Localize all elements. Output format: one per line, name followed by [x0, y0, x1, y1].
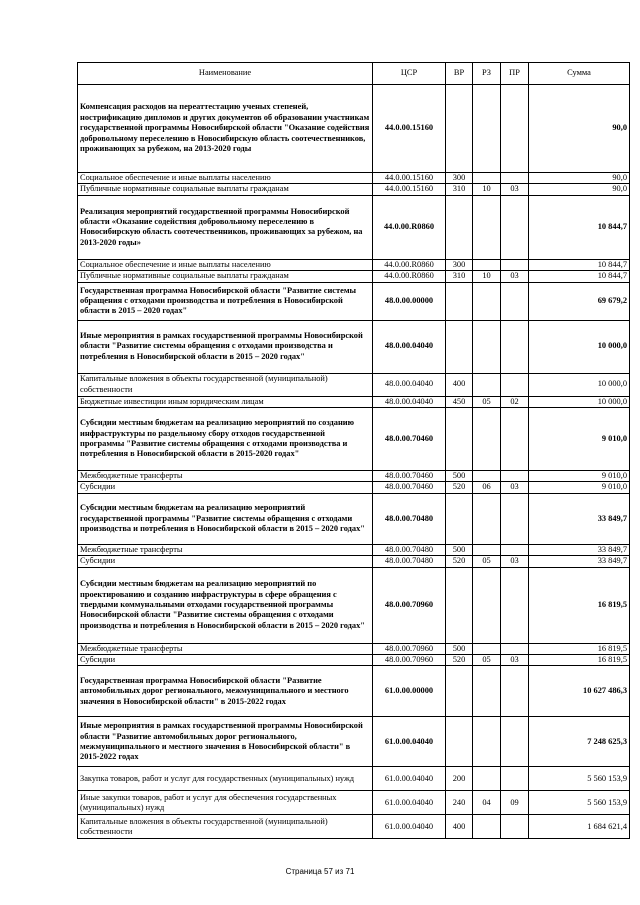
row-name: Иные мероприятия в рамках государственной программы Новосибирской области "Развитие системы обращения с отходами производства и потребления в Новосибирской области в 2015 – 2020 годах"	[78, 320, 373, 373]
row-name: Межбюджетные трансферты	[78, 544, 373, 555]
table-row	[78, 396, 630, 407]
table-body	[78, 85, 630, 839]
table-row	[78, 482, 630, 493]
row-vr: 400	[446, 373, 473, 396]
row-sum: 9 010,0	[529, 482, 630, 493]
row-name: Межбюджетные трансферты	[78, 471, 373, 482]
row-rz: 10	[473, 271, 501, 282]
row-sum: 16 819,5	[529, 567, 630, 643]
row-name: Капитальные вложения в объекты государственной (муниципальной) собственности	[78, 373, 373, 396]
header-vr: ВР	[446, 63, 473, 85]
row-vr: 520	[446, 482, 473, 493]
row-vr: 310	[446, 271, 473, 282]
table-row	[78, 173, 630, 184]
row-rz	[473, 471, 501, 482]
row-sum: 7 248 625,3	[529, 717, 630, 767]
table-row	[78, 791, 630, 815]
row-pr	[501, 408, 529, 471]
row-csr: 48.0.00.00000	[373, 282, 446, 320]
row-csr: 48.0.00.70460	[373, 482, 446, 493]
row-sum: 5 560 153,9	[529, 791, 630, 815]
page-number: Страница 57 из 71	[285, 867, 355, 876]
row-vr: 300	[446, 259, 473, 270]
row-name: Субсидии местным бюджетам на реализацию мероприятий по проектированию и созданию инфраструктуры в сфере обращения с твердыми коммунальными отходами государственной программы Новосибирской области "Развитие системы обращения с отходами производства и потребления в Новосибирской области в 2015 – 2020 годах"	[78, 567, 373, 643]
row-sum: 90,0	[529, 85, 630, 173]
row-vr: 400	[446, 815, 473, 839]
row-vr: 500	[446, 471, 473, 482]
row-csr: 61.0.00.04040	[373, 767, 446, 791]
table-row	[78, 373, 630, 396]
row-pr	[501, 567, 529, 643]
table-row	[78, 567, 630, 643]
row-csr: 48.0.00.70460	[373, 408, 446, 471]
table-row	[78, 85, 630, 173]
row-sum: 33 849,7	[529, 556, 630, 567]
row-sum: 10 627 486,3	[529, 666, 630, 717]
row-sum: 90,0	[529, 173, 630, 184]
row-csr: 44.0.00.R0860	[373, 195, 446, 259]
row-vr: 240	[446, 791, 473, 815]
table-row	[78, 556, 630, 567]
row-rz	[473, 320, 501, 373]
row-name: Государственная программа Новосибирской области "Развитие системы обращения с отходами производства и потребления в Новосибирской области в 2015 – 2020 годах"	[78, 282, 373, 320]
table-row	[78, 195, 630, 259]
row-sum: 90,0	[529, 184, 630, 195]
row-pr	[501, 666, 529, 717]
table-row	[78, 320, 630, 373]
row-pr	[501, 195, 529, 259]
row-rz	[473, 567, 501, 643]
row-rz	[473, 815, 501, 839]
row-csr: 61.0.00.00000	[373, 666, 446, 717]
row-pr	[501, 544, 529, 555]
row-pr: 03	[501, 556, 529, 567]
table-row	[78, 815, 630, 839]
table-row	[78, 493, 630, 544]
row-csr: 48.0.00.70460	[373, 471, 446, 482]
row-csr: 61.0.00.04040	[373, 717, 446, 767]
row-name: Субсидии	[78, 655, 373, 666]
row-sum: 69 679,2	[529, 282, 630, 320]
row-name: Закупка товаров, работ и услуг для государственных (муниципальных) нужд	[78, 767, 373, 791]
row-rz	[473, 544, 501, 555]
row-sum: 10 000,0	[529, 320, 630, 373]
row-vr	[446, 195, 473, 259]
row-rz: 05	[473, 556, 501, 567]
header-csr: ЦСР	[373, 63, 446, 85]
row-pr	[501, 493, 529, 544]
row-rz	[473, 373, 501, 396]
row-name: Публичные нормативные социальные выплаты гражданам	[78, 271, 373, 282]
table-row	[78, 717, 630, 767]
row-rz	[473, 173, 501, 184]
table-row	[78, 643, 630, 654]
row-rz	[473, 493, 501, 544]
row-sum: 10 000,0	[529, 396, 630, 407]
row-vr	[446, 320, 473, 373]
row-vr: 310	[446, 184, 473, 195]
row-csr: 61.0.00.04040	[373, 791, 446, 815]
row-pr: 03	[501, 271, 529, 282]
row-name: Реализация мероприятий государственной программы Новосибирской области «Оказание содействия добровольному переселению в Новосибирскую область соотечественников, проживающих за рубежом, на 2013-2020 годы»	[78, 195, 373, 259]
table-row	[78, 544, 630, 555]
row-rz	[473, 259, 501, 270]
budget-table-page	[77, 62, 629, 839]
header-sum: Сумма	[529, 63, 630, 85]
header-pr: ПР	[501, 63, 529, 85]
row-vr: 500	[446, 544, 473, 555]
row-pr	[501, 320, 529, 373]
row-sum: 10 844,7	[529, 195, 630, 259]
row-name: Субсидии местным бюджетам на реализацию мероприятий по созданию инфраструктуры по раздельному сбору отходов государственной программы "Развитие системы обращения с отходами производства и потребления в Новосибирской области в 2015-2020 годах"	[78, 408, 373, 471]
row-rz	[473, 408, 501, 471]
table-row	[78, 408, 630, 471]
row-rz: 04	[473, 791, 501, 815]
row-csr: 61.0.00.04040	[373, 815, 446, 839]
row-sum: 1 684 621,4	[529, 815, 630, 839]
row-csr: 44.0.00.R0860	[373, 271, 446, 282]
row-pr	[501, 767, 529, 791]
row-vr	[446, 666, 473, 717]
row-name: Субсидии	[78, 556, 373, 567]
row-csr: 48.0.00.70960	[373, 643, 446, 654]
row-name: Социальное обеспечение и иные выплаты населению	[78, 173, 373, 184]
row-vr	[446, 567, 473, 643]
row-pr	[501, 282, 529, 320]
row-name: Бюджетные инвестиции иным юридическим лицам	[78, 396, 373, 407]
row-rz: 06	[473, 482, 501, 493]
row-pr	[501, 373, 529, 396]
row-name: Иные закупки товаров, работ и услуг для обеспечения государственных (муниципальных) нужд	[78, 791, 373, 815]
row-pr	[501, 471, 529, 482]
row-name: Межбюджетные трансферты	[78, 643, 373, 654]
row-pr: 02	[501, 396, 529, 407]
row-csr: 48.0.00.04040	[373, 396, 446, 407]
row-csr: 44.0.00.R0860	[373, 259, 446, 270]
row-vr: 520	[446, 556, 473, 567]
row-sum: 10 000,0	[529, 373, 630, 396]
row-sum: 9 010,0	[529, 471, 630, 482]
row-rz	[473, 666, 501, 717]
row-sum: 10 844,7	[529, 271, 630, 282]
row-sum: 5 560 153,9	[529, 767, 630, 791]
header-rz: РЗ	[473, 63, 501, 85]
row-pr: 09	[501, 791, 529, 815]
row-pr	[501, 173, 529, 184]
row-vr	[446, 85, 473, 173]
row-pr: 03	[501, 184, 529, 195]
row-rz: 05	[473, 655, 501, 666]
table-row	[78, 271, 630, 282]
row-rz	[473, 85, 501, 173]
table-row	[78, 184, 630, 195]
row-vr: 450	[446, 396, 473, 407]
table-row	[78, 666, 630, 717]
row-csr: 48.0.00.70960	[373, 567, 446, 643]
row-vr	[446, 493, 473, 544]
row-pr	[501, 815, 529, 839]
row-csr: 48.0.00.70480	[373, 493, 446, 544]
row-pr: 03	[501, 482, 529, 493]
budget-table	[77, 62, 630, 839]
row-pr: 03	[501, 655, 529, 666]
row-name: Субсидии	[78, 482, 373, 493]
row-sum: 9 010,0	[529, 408, 630, 471]
row-csr: 48.0.00.70960	[373, 655, 446, 666]
row-vr: 300	[446, 173, 473, 184]
header-name: Наименование	[78, 63, 373, 85]
row-vr	[446, 408, 473, 471]
row-csr: 48.0.00.04040	[373, 320, 446, 373]
row-rz	[473, 717, 501, 767]
row-sum: 33 849,7	[529, 544, 630, 555]
row-csr: 48.0.00.70480	[373, 556, 446, 567]
row-sum: 16 819,5	[529, 643, 630, 654]
row-name: Публичные нормативные социальные выплаты гражданам	[78, 184, 373, 195]
row-name: Компенсация расходов на переаттестацию ученых степеней, нострификацию дипломов и других документов об образовании участникам государственной программы Новосибирской области "Оказание содействия добровольному переселению в Новосибирскую область соотечественников, проживающих за рубежом, на 2013-2020 годы	[78, 85, 373, 173]
row-csr: 44.0.00.15160	[373, 184, 446, 195]
table-row	[78, 259, 630, 270]
row-rz	[473, 195, 501, 259]
row-pr	[501, 259, 529, 270]
row-pr	[501, 717, 529, 767]
row-name: Иные мероприятия в рамках государственной программы Новосибирской области "Развитие автомобильных дорог регионального, межмуниципального и местного значения в Новосибирской области" в 2015-2022 годах	[78, 717, 373, 767]
row-rz	[473, 767, 501, 791]
table-row	[78, 471, 630, 482]
row-vr: 500	[446, 643, 473, 654]
row-vr: 200	[446, 767, 473, 791]
row-vr: 520	[446, 655, 473, 666]
row-csr: 48.0.00.70480	[373, 544, 446, 555]
row-sum: 10 844,7	[529, 259, 630, 270]
row-sum: 16 819,5	[529, 655, 630, 666]
table-row	[78, 655, 630, 666]
table-header-row	[78, 63, 630, 85]
row-vr	[446, 717, 473, 767]
table-row	[78, 767, 630, 791]
row-csr: 44.0.00.15160	[373, 85, 446, 173]
row-sum: 33 849,7	[529, 493, 630, 544]
table-row	[78, 282, 630, 320]
row-rz: 05	[473, 396, 501, 407]
row-name: Субсидии местным бюджетам на реализацию мероприятий государственной программы "Развитие системы обращения с отходами производства и потребления в Новосибирской области в 2015 – 2020 годах"	[78, 493, 373, 544]
row-name: Социальное обеспечение и иные выплаты населению	[78, 259, 373, 270]
row-pr	[501, 85, 529, 173]
row-rz: 10	[473, 184, 501, 195]
row-rz	[473, 643, 501, 654]
row-vr	[446, 282, 473, 320]
row-csr: 48.0.00.04040	[373, 373, 446, 396]
row-name: Государственная программа Новосибирской области "Развитие автомобильных дорог регионального, межмуниципального и местного значения в Новосибирской области" в 2015-2022 годах	[78, 666, 373, 717]
row-pr	[501, 643, 529, 654]
row-name: Капитальные вложения в объекты государственной (муниципальной) собственности	[78, 815, 373, 839]
row-rz	[473, 282, 501, 320]
row-csr: 44.0.00.15160	[373, 173, 446, 184]
